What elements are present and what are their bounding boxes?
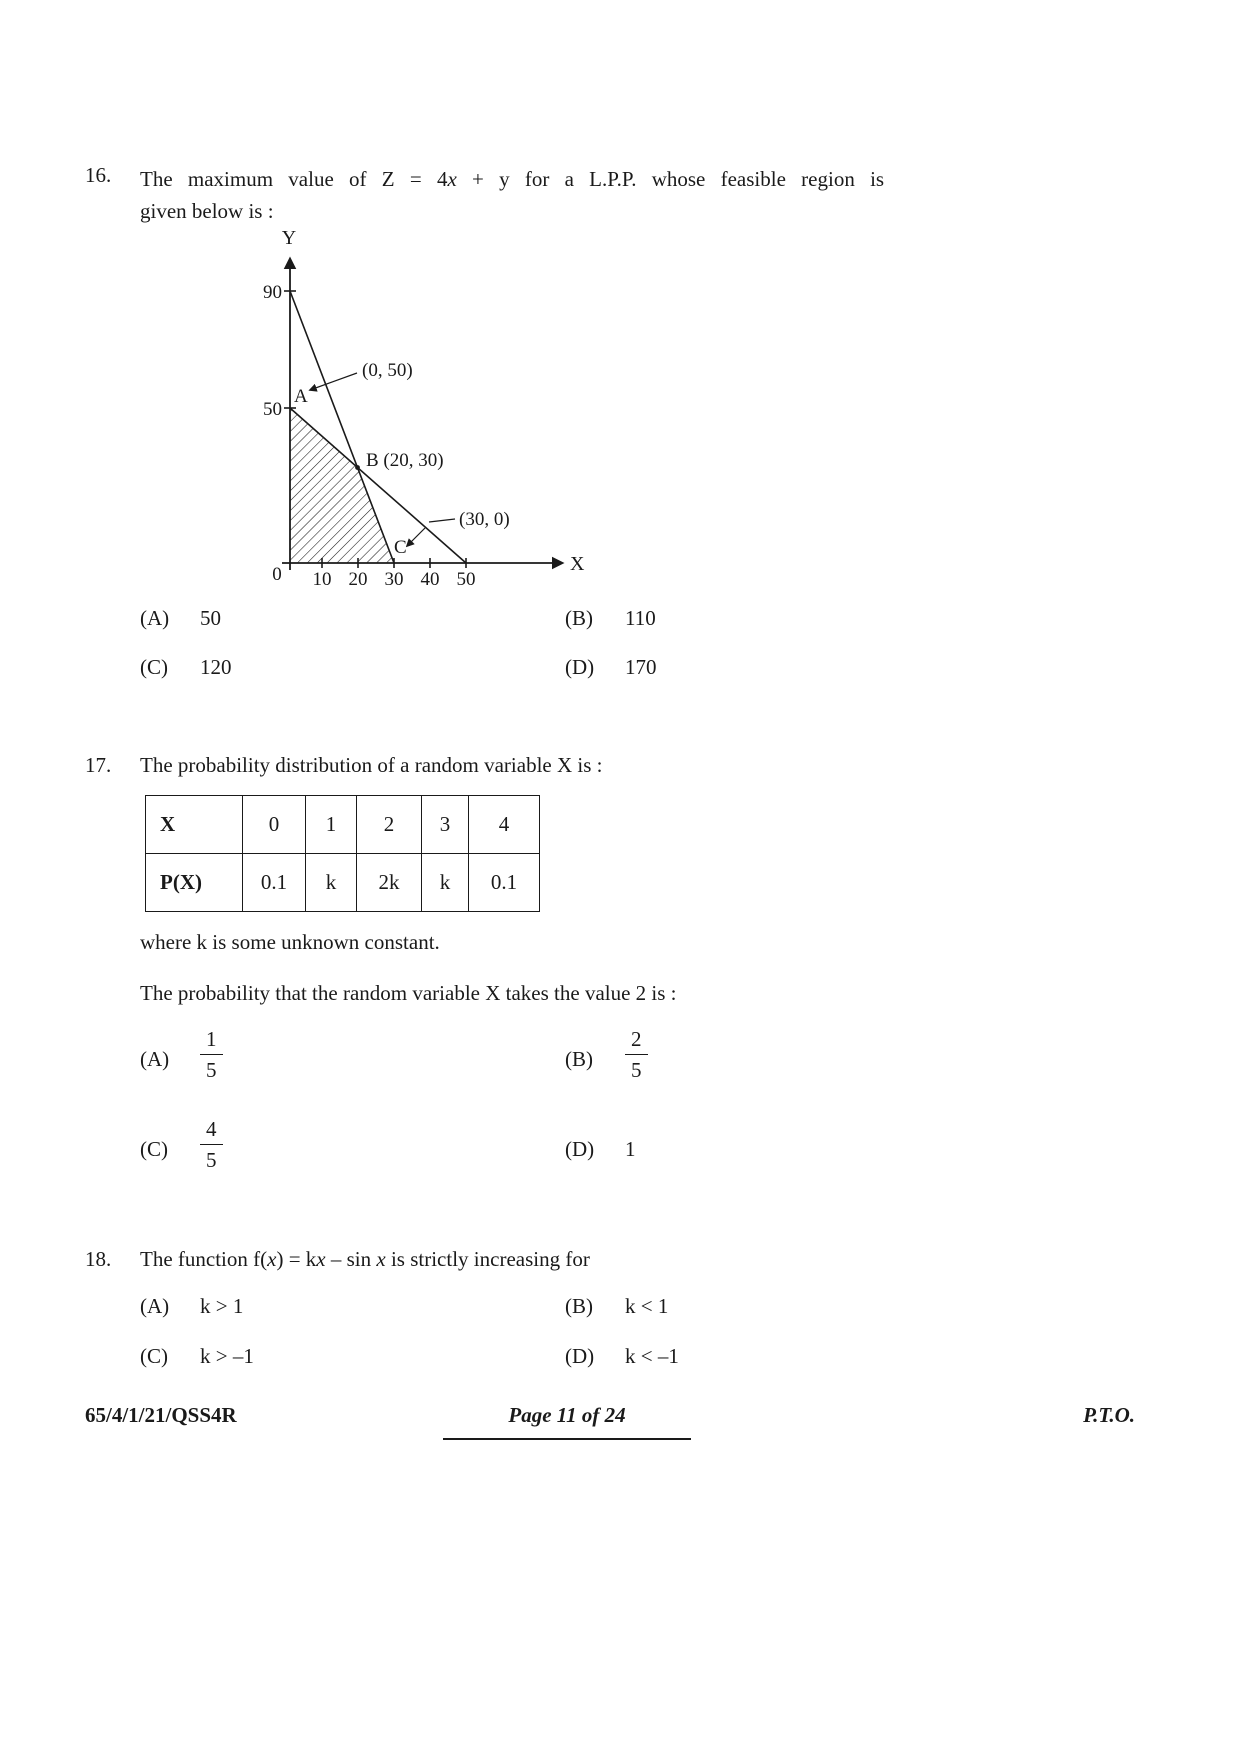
fraction-denominator: 5 [631,1058,642,1082]
q18-option-a-label: (A) [140,1294,170,1318]
q16-option-c-value: 120 [200,655,232,679]
q16-number: 16. [85,163,112,187]
q18-option-d-label: (D) [565,1344,595,1368]
table-cell: 2 [357,796,422,854]
x-axis-label: X [570,553,585,575]
q16-option-a-value: 50 [200,606,221,630]
table-cell: 4 [469,796,540,854]
text-segment: – sin [325,1247,377,1271]
probability-table [145,795,540,912]
text-segment: + y for a L.P.P. whose feasible region is [456,167,885,191]
table-cell-x-header: X [146,796,243,854]
text-segment: ) = k [276,1247,317,1271]
q17-option-d-value: 1 [625,1137,636,1161]
table-row-px [146,854,540,912]
q18-text [140,1247,590,1272]
q17-question: The probability that the random variable X takes the value 2 is : [140,981,677,1005]
table-cell-px-header: P(X) [146,854,243,912]
point-a-label: A [294,386,308,407]
table-cell: k [306,854,357,912]
y-axis-label: Y [281,227,297,249]
q17-option-a-label: (A) [140,1047,170,1071]
point-a-coordinates: (0, 50) [362,360,413,381]
q18-option-c-label: (C) [140,1344,168,1368]
table-row-x [146,796,540,854]
page-number: Page 11 of 24 [443,1403,691,1440]
text-segment: is strictly increasing for [385,1247,590,1271]
pto-label: P.T.O. [1083,1403,1135,1427]
q17-option-c-fraction [200,1116,223,1173]
q16-option-d-label: (D) [565,655,595,679]
text-segment [140,167,884,191]
table-cell: 2k [357,854,422,912]
q17-note: where k is some unknown constant. [140,930,440,954]
q18-number: 18. [85,1247,112,1271]
fraction-numerator: 4 [200,1116,223,1145]
point-b-dot [355,465,360,470]
q18-option-a-value: k > 1 [200,1294,244,1318]
x-tick-label-30: 30 [384,569,404,590]
fraction-numerator: 1 [200,1026,223,1055]
q17-option-b-label: (B) [565,1047,593,1071]
q18-option-b-value: k < 1 [625,1294,669,1318]
q16-option-d-value: 170 [625,655,657,679]
q17-option-c-label: (C) [140,1137,168,1161]
q18-option-d-value: k < –1 [625,1344,679,1368]
q17-option-d-label: (D) [565,1137,595,1161]
q16-text [140,163,980,227]
text-segment: given below is : [140,199,274,223]
paper-code: 65/4/1/21/QSS4R [85,1403,237,1427]
x-tick-label-20: 20 [348,569,368,590]
x-tick-label-50: 50 [456,569,476,590]
text-segment: x [316,1247,326,1271]
y-tick-label-90: 90 [263,282,282,303]
point-c-coordinates: (30, 0) [459,509,510,530]
table-cell: 0.1 [243,854,306,912]
text-segment: The maximum value of Z = 4 [140,167,448,191]
q17-number: 17. [85,753,112,777]
y-tick-label-50: 50 [263,399,282,420]
q17-option-a-fraction [200,1026,223,1083]
fraction-denominator: 5 [206,1148,217,1172]
q17-intro: The probability distribution of a random variable X is : [140,753,603,777]
q16-option-b-value: 110 [625,606,656,630]
text-segment: The function f( [140,1247,268,1271]
point-b-label: B (20, 30) [366,450,444,471]
lpp-feasible-region-graph [228,226,588,598]
q18-option-c-value: k > –1 [200,1344,254,1368]
table-cell: 0.1 [469,854,540,912]
q16-option-c-label: (C) [140,655,168,679]
table-cell: 1 [306,796,357,854]
q18-option-b-label: (B) [565,1294,593,1318]
q17-option-b-fraction [625,1026,648,1083]
point-a-arrow [310,373,357,390]
point-c-leader [429,519,455,522]
x-tick-label-40: 40 [420,569,440,590]
point-c-arrow [407,528,425,546]
text-segment: x [267,1247,277,1271]
x-tick-label-10: 10 [312,569,332,590]
q16-option-b-label: (B) [565,606,593,630]
q16-option-a-label: (A) [140,606,170,630]
fraction-numerator: 2 [625,1026,648,1055]
table-cell: 0 [243,796,306,854]
point-c-label: C [394,537,407,558]
table-cell: k [422,854,469,912]
fraction-denominator: 5 [206,1058,217,1082]
text-segment: x [376,1247,386,1271]
origin-label: 0 [272,564,282,585]
text-segment: x [447,167,457,191]
table-cell: 3 [422,796,469,854]
